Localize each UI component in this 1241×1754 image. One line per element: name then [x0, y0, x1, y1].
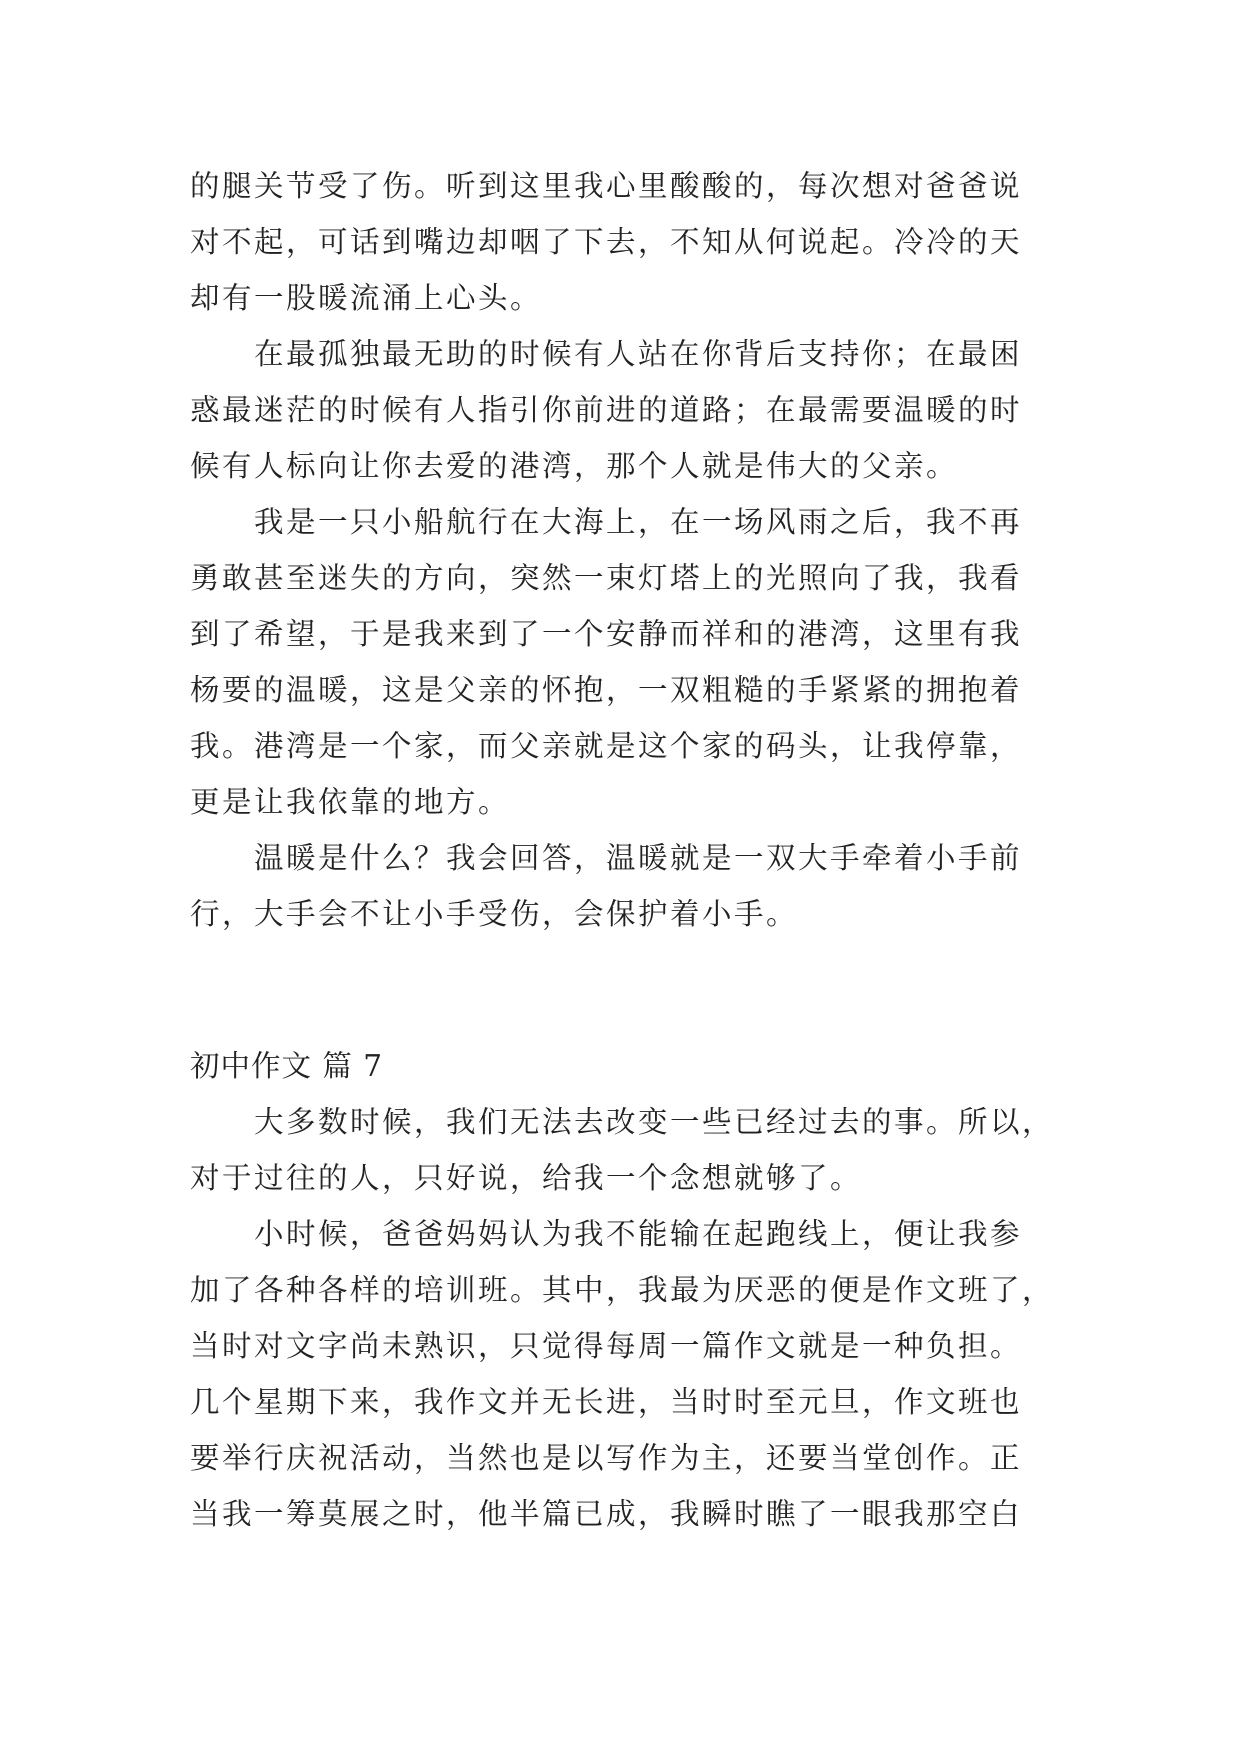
text-line: 我。港湾是一个家，而父亲就是这个家的码头，让我停靠，	[190, 729, 1023, 763]
text-line: 大多数时候，我们无法去改变一些已经过去的事。所以，	[254, 1105, 1055, 1139]
text-line: 杨要的温暖，这是父亲的怀抱，一双粗糙的手紧紧的拥抱着	[190, 673, 1023, 707]
text-line: 候有人标向让你去爱的港湾，那个人就是伟大的父亲。	[190, 449, 959, 483]
paragraph-5	[190, 1094, 1055, 1206]
paragraph-3	[190, 494, 1050, 830]
text-line: 对于过往的人，只好说，给我一个念想就够了。	[190, 1161, 863, 1195]
text-line: 惑最迷茫的时候有人指引你前进的道路；在最需要温暖的时	[190, 393, 1023, 427]
paragraph-1	[190, 158, 1050, 326]
section-heading: 初中作文 篇 7	[190, 1049, 384, 1083]
text-line: 加了各种各样的培训班。其中，我最为厌恶的便是作文班了，	[190, 1273, 1055, 1307]
text-line: 的腿关节受了伤。听到这里我心里酸酸的，每次想对爸爸说	[190, 169, 1023, 203]
text-line: 勇敢甚至迷失的方向，突然一束灯塔上的光照向了我，我看	[190, 561, 1023, 595]
text-line: 小时候，爸爸妈妈认为我不能输在起跑线上，便让我参	[254, 1217, 1023, 1251]
text-line: 温暖是什么？我会回答，温暖就是一双大手牵着小手前	[254, 841, 1023, 875]
text-line: 当我一筹莫展之时，他半篇已成，我瞬时瞧了一眼我那空白	[190, 1497, 1023, 1531]
paragraph-6	[190, 1206, 1055, 1542]
section-gap	[190, 942, 1050, 1038]
text-line: 更是让我依靠的地方。	[190, 785, 511, 819]
text-line: 在最孤独最无助的时候有人站在你背后支持你；在最困	[254, 337, 1023, 371]
text-line: 几个星期下来，我作文并无长进，当时时至元旦，作文班也	[190, 1385, 1023, 1419]
text-line: 我是一只小船航行在大海上，在一场风雨之后，我不再	[254, 505, 1023, 539]
text-line: 当时对文字尚未熟识，只觉得每周一篇作文就是一种负担。	[190, 1329, 1023, 1363]
text-line: 却有一股暖流涌上心头。	[190, 281, 543, 315]
text-line: 行，大手会不让小手受伤，会保护着小手。	[190, 897, 799, 931]
paragraph-2	[190, 326, 1050, 494]
document-body	[190, 158, 1055, 1542]
text-line: 到了希望，于是我来到了一个安静而祥和的港湾，这里有我	[190, 617, 1023, 651]
text-line: 要举行庆祝活动，当然也是以写作为主，还要当堂创作。正	[190, 1441, 1023, 1475]
paragraph-4	[190, 830, 1050, 942]
text-line: 对不起，可话到嘴边却咽了下去，不知从何说起。冷冷的天	[190, 225, 1023, 259]
